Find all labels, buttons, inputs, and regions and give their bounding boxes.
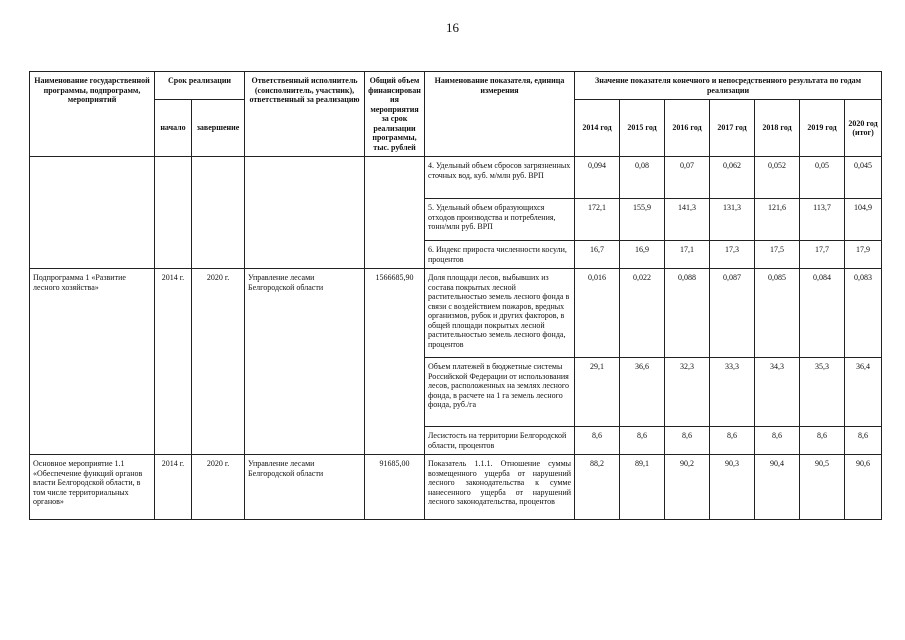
value-cell: 0,062 [710,157,755,199]
row-name-cell [30,157,155,269]
value-cell: 16,9 [620,241,665,269]
row-funding-cell: 91685,00 [365,455,425,520]
value-cell: 0,022 [620,269,665,358]
indicator-cell: 6. Индекс прироста численности косули, процентов [425,241,575,269]
value-cell: 17,5 [755,241,800,269]
row-name-cell: Подпрограмма 1 «Развитие лесного хозяйства» [30,269,155,455]
row-executor-cell: Управление лесами Белгородской области [245,269,365,455]
indicator-cell: 4. Удельный объем сбросов загрязненных сточных вод, куб. м/млн руб. ВРП [425,157,575,199]
value-cell: 36,4 [845,358,882,427]
value-cell: 90,5 [800,455,845,520]
value-cell: 32,3 [665,358,710,427]
header-year-2016: 2016 год [665,100,710,157]
row-end-cell: 2020 г. [192,455,245,520]
value-cell: 8,6 [845,427,882,455]
row-funding-cell [365,157,425,269]
header-year-2018: 2018 год [755,100,800,157]
header-year-2017: 2017 год [710,100,755,157]
value-cell: 8,6 [620,427,665,455]
header-year-2014: 2014 год [575,100,620,157]
value-cell: 0,045 [845,157,882,199]
page-number: 16 [446,20,459,35]
header-funding: Общий объем финансирования мероприятия за срок реализации программы, тыс. рублей [365,72,425,157]
value-cell: 8,6 [665,427,710,455]
value-cell: 89,1 [620,455,665,520]
indicator-cell: Лесистость на территории Белгородской области, процентов [425,427,575,455]
value-cell: 113,7 [800,199,845,241]
value-cell: 17,7 [800,241,845,269]
value-cell: 0,084 [800,269,845,358]
row-funding-cell: 1566685,90 [365,269,425,455]
indicator-cell: Объем платежей в бюджетные системы Российской Федерации от использования лесов, расположенных на землях лесного фонда, в расчете на 1 га земель лесного фонда, руб./га [425,358,575,427]
value-cell: 141,3 [665,199,710,241]
row-end-cell: 2020 г. [192,269,245,455]
value-cell: 0,083 [845,269,882,358]
value-cell: 90,4 [755,455,800,520]
header-name: Наименование государственной программы, подпрограмм, мероприятий [30,72,155,157]
value-cell: 0,07 [665,157,710,199]
value-cell: 8,6 [710,427,755,455]
header-year-2019: 2019 год [800,100,845,157]
value-cell: 0,085 [755,269,800,358]
row-start-cell: 2014 г. [155,455,192,520]
indicator-cell: Доля площади лесов, выбывших из состава покрытых лесной растительностью земель лесного фонда в связи с воздействием пожаров, вредных организмов, рубок и других факторов, в общей площади покрытых лесной растительностью земель лесного фонда, процентов [425,269,575,358]
value-cell: 88,2 [575,455,620,520]
header-period-start: начало [155,100,192,157]
header-period: Срок реализации [155,72,245,100]
value-cell: 172,1 [575,199,620,241]
header-year-2015: 2015 год [620,100,665,157]
value-cell: 17,3 [710,241,755,269]
table-row [30,269,882,358]
value-cell: 36,6 [620,358,665,427]
value-cell: 8,6 [800,427,845,455]
row-start-cell [155,157,192,269]
value-cell: 0,052 [755,157,800,199]
value-cell: 8,6 [755,427,800,455]
program-indicators-table [29,71,882,520]
value-cell: 155,9 [620,199,665,241]
value-cell: 131,3 [710,199,755,241]
table-row [30,455,882,520]
value-cell: 29,1 [575,358,620,427]
row-start-cell: 2014 г. [155,269,192,455]
value-cell: 17,9 [845,241,882,269]
table-header [30,72,882,157]
indicator-cell: Показатель 1.1.1. Отношение суммы возмещенного ущерба от нарушений лесного законодательства к сумме нанесенного ущерба от нарушений лесного законодательства, процентов [425,455,575,520]
value-cell: 121,6 [755,199,800,241]
header-period-end: завершение [192,100,245,157]
table-row [30,157,882,199]
value-cell: 35,3 [800,358,845,427]
value-cell: 17,1 [665,241,710,269]
header-executor: Ответственный исполнитель (соисполнитель, участник), ответственный за реализацию [245,72,365,157]
value-cell: 0,016 [575,269,620,358]
value-cell: 0,094 [575,157,620,199]
value-cell: 90,6 [845,455,882,520]
value-cell: 0,088 [665,269,710,358]
value-cell: 104,9 [845,199,882,241]
header-year-2020: 2020 год (итог) [845,100,882,157]
header-values-group: Значение показателя конечного и непосредственного результата по годам реализации [575,72,882,100]
value-cell: 0,087 [710,269,755,358]
indicator-cell: 5. Удельный объем образующихся отходов производства и потребления, тонн/млн руб. ВРП [425,199,575,241]
value-cell: 90,2 [665,455,710,520]
row-name-cell: Основное мероприятие 1.1 «Обеспечение функций органов власти Белгородской области, в том числе территориальных органов» [30,455,155,520]
value-cell: 90,3 [710,455,755,520]
value-cell: 16,7 [575,241,620,269]
value-cell: 0,08 [620,157,665,199]
value-cell: 0,05 [800,157,845,199]
row-executor-cell [245,157,365,269]
header-indicator: Наименование показателя, единица измерения [425,72,575,157]
value-cell: 8,6 [575,427,620,455]
row-executor-cell: Управление лесами Белгородской области [245,455,365,520]
value-cell: 33,3 [710,358,755,427]
value-cell: 34,3 [755,358,800,427]
row-end-cell [192,157,245,269]
